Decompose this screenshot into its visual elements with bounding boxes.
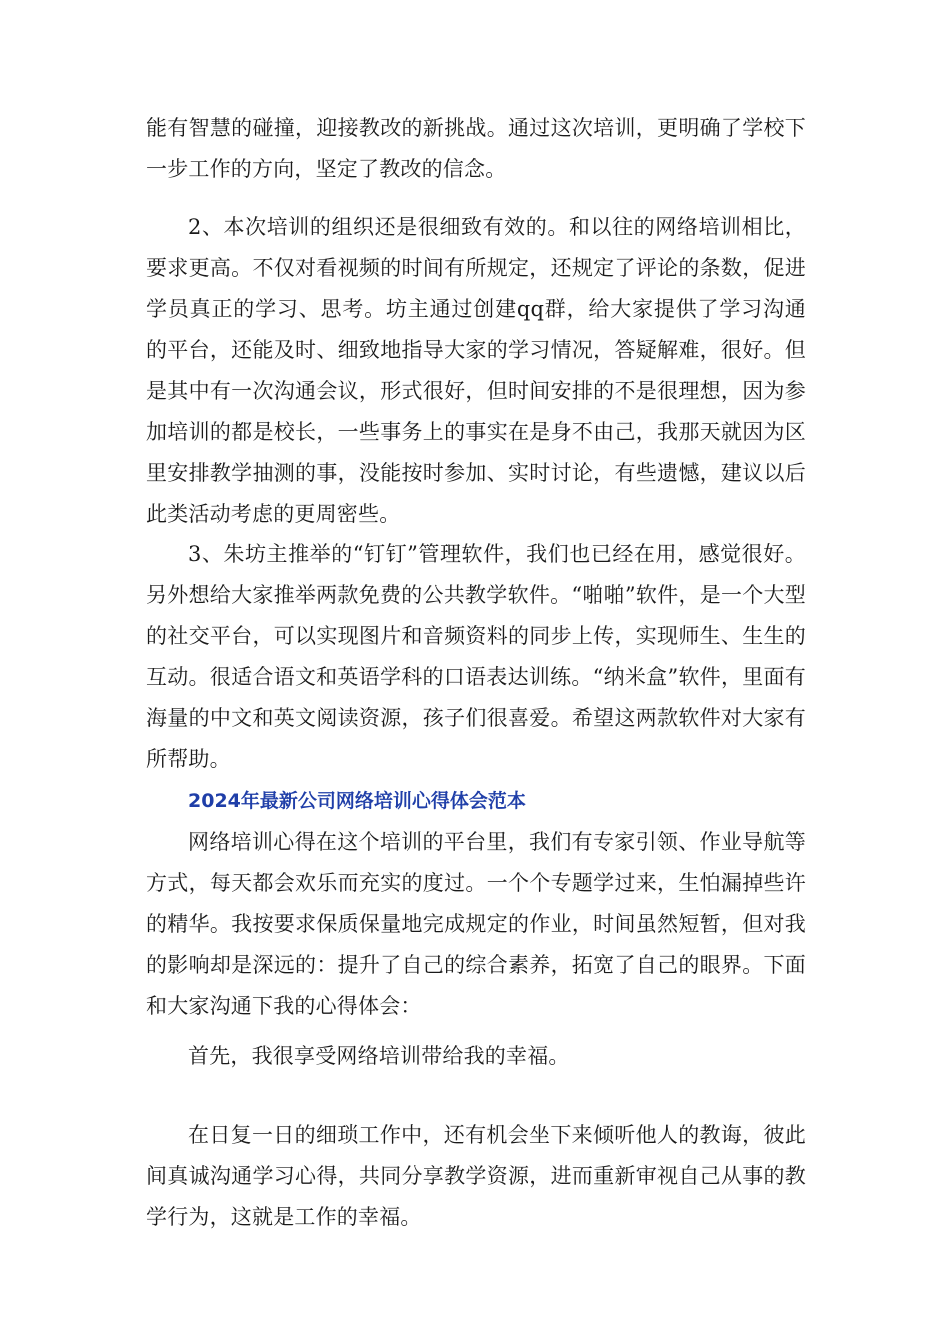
paragraph-continuation: 能有智慧的碰撞，迎接教改的新挑战。通过这次培训，更明确了学校下一步工作的方向，坚定了教改的信念。	[146, 116, 806, 181]
paragraph-point-3: 3、朱坊主推举的“钉钉”管理软件，我们也已经在用，感觉很好。另外想给大家推举两款免费的公共教学软件。“啪啪”软件，是一个大型的社交平台，可以实现图片和音频资料的同步上传，实现师生、生生的互动。很适合语文和英语学科的口语表达训练。“纳米盒”软件，里面有海量的中文和英文阅读资源，孩子们很喜爱。希望这两款软件对大家有所帮助。	[146, 542, 806, 771]
section-heading: 2024年最新公司网络培训心得体会范本	[188, 790, 526, 812]
paragraph-point-2: 2、本次培训的组织还是很细致有效的。和以往的网络培训相比，要求更高。不仅对看视频的时间有所规定，还规定了评论的条数，促进学员真正的学习、思考。坊主通过创建qq群，给大家提供了学习沟通的平台，还能及时、细致地指导大家的学习情况，答疑解难，很好。但是其中有一次沟通会议，形式很好，但时间安排的不是很理想，因为参加培训的都是校长，一些事务上的事实在是身不由己，我那天就因为区里安排教学抽测的事，没能按时参加、实时讨论，有些遗憾，建议以后此类活动考虑的更周密些。	[146, 215, 806, 526]
paragraph-intro: 网络培训心得在这个培训的平台里，我们有专家引领、作业导航等方式，每天都会欢乐而充实的度过。一个个专题学过来，生怕漏掉些许的精华。我按要求保质保量地完成规定的作业，时间虽然短暂，但对我的影响却是深远的：提升了自己的综合素养，拓宽了自己的眼界。下面和大家沟通下我的心得体会：	[146, 830, 806, 1018]
paragraph-first: 首先，我很享受网络培训带给我的幸福。	[188, 1044, 570, 1068]
paragraph-happiness: 在日复一日的细琐工作中，还有机会坐下来倾听他人的教诲，彼此间真诚沟通学习心得，共同分享教学资源，进而重新审视自己从事的教学行为，这就是工作的幸福。	[146, 1123, 806, 1229]
